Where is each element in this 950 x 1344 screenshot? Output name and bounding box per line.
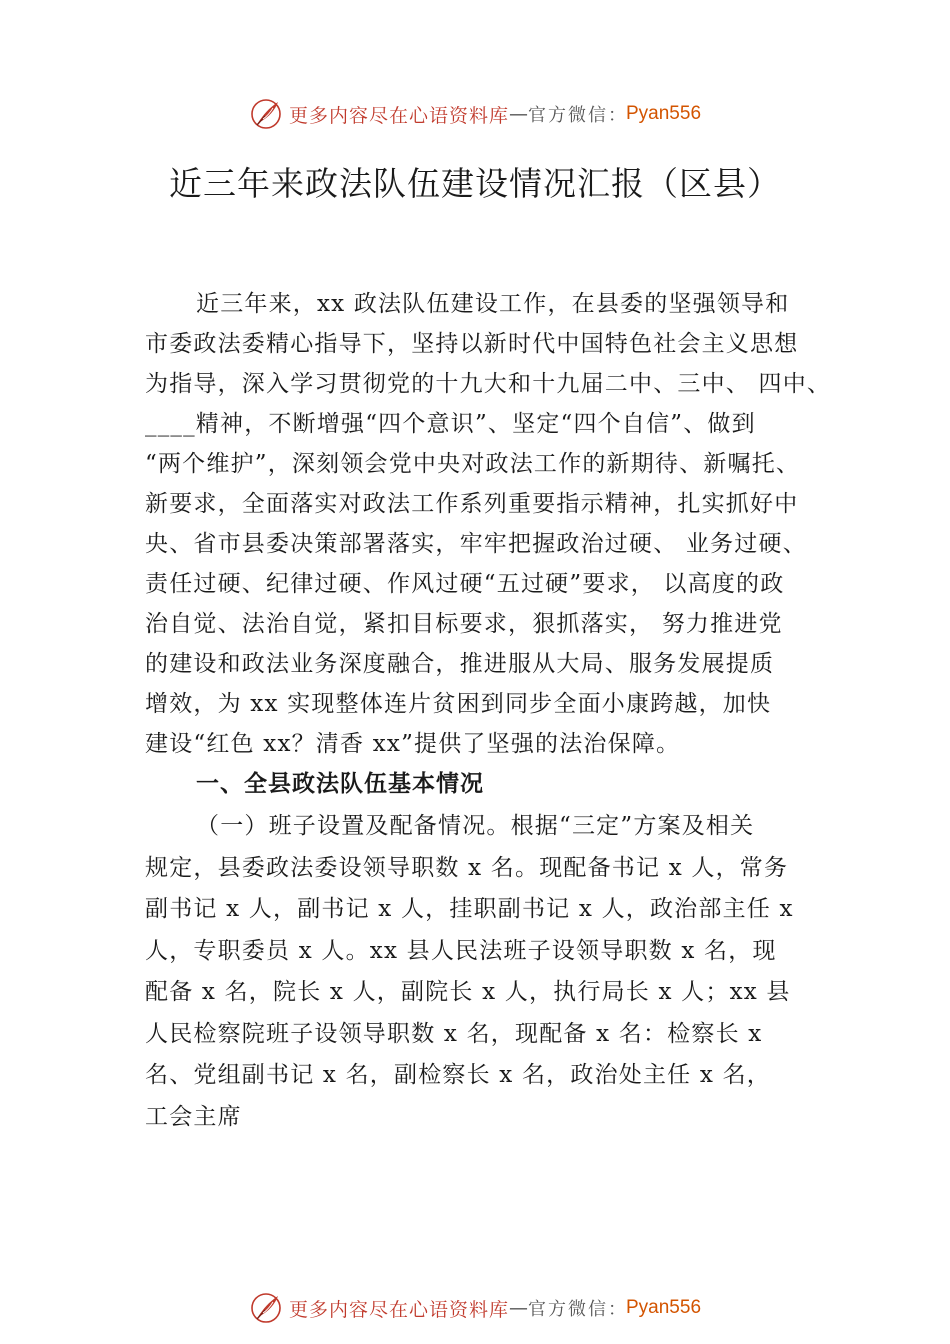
text-line: 人，专职委员 x 人。xx 县人民法班子设领导职数 x 名，现 — [145, 937, 777, 964]
text-line: 为指导，深入学习贯彻党的十九大和十九届二中、三中、 四中、 — [145, 371, 832, 397]
text-line: 的建设和政法业务深度融合，推进服从大局、服务发展提质 — [145, 651, 775, 677]
text-line: 新要求，全面落实对政法工作系列重要指示精神，扎实抓好中 — [145, 491, 799, 517]
banner-separator: — — [509, 103, 528, 125]
text-line: “两个维护”，深刻领会党中央对政法工作的新期待、新嘱托、 — [145, 451, 801, 477]
text-line: 责任过硬、纪律过硬、作风过硬“五过硬”要求， 以高度的政 — [145, 571, 785, 597]
footer-banner — [0, 1288, 950, 1328]
text-line: 工会主席 — [145, 1103, 242, 1130]
brand-text: 更多内容尽在心语资料库 — [288, 104, 509, 127]
text-line: 央、省市县委决策部署落实，牢牢把握政治过硬、 业务过硬、 — [145, 531, 807, 557]
section-heading: 一、全县政法队伍基本情况 — [196, 771, 484, 797]
banner-separator: — — [509, 1297, 528, 1319]
wechat-label: 官方微信 — [528, 105, 608, 126]
text-line: ____精神，不断增强“四个意识”、坚定“四个自信”、做到 — [145, 411, 756, 437]
wechat-id: Pyan556 — [626, 103, 702, 124]
wechat-id: Pyan556 — [626, 1297, 702, 1318]
text-line: 市委政法委精心指导下，坚持以新时代中国特色社会主义思想 — [145, 331, 799, 357]
text-line: 增效，为 xx 实现整体连片贫困到同步全面小康跨越，加快 — [145, 691, 772, 717]
document-title: 近三年来政法队伍建设情况汇报（区县） — [169, 164, 781, 203]
brand-text: 更多内容尽在心语资料库 — [288, 1298, 509, 1321]
text-line: 治自觉、法治自觉，紧扣目标要求，狠抓落实， 努力推进党 — [145, 611, 783, 637]
text-line: 近三年来，xx 政法队伍建设工作，在县委的坚强领导和 — [196, 291, 790, 317]
text-line: 人民检察院班子设领导职数 x 名，现配备 x 名：检察长 x — [145, 1020, 763, 1047]
text-line: 规定，县委政法委设领导职数 x 名。现配备书记 x 人，常务 — [145, 854, 789, 881]
text-line: 副书记 x 人，副书记 x 人，挂职副书记 x 人，政治部主任 x — [145, 896, 794, 922]
text-line: 配备 x 名，院长 x 人，副院长 x 人，执行局长 x 人；xx 县 — [145, 979, 791, 1005]
wechat-colon: ： — [608, 1299, 626, 1320]
paragraph-intro — [145, 284, 832, 764]
paragraph-team-setup — [145, 806, 820, 1138]
text-line: 名、党组副书记 x 名，副检察长 x 名，政治处主任 x 名， — [145, 1062, 771, 1088]
text-line: （一）班子设置及配备情况。根据“三定”方案及相关 — [196, 813, 755, 839]
text-line: 建设“红色 xx？清香 xx”提供了坚强的法治保障。 — [145, 731, 681, 757]
header-banner — [0, 94, 950, 134]
feather-pen-icon — [249, 97, 283, 131]
document-body — [145, 284, 832, 1138]
wechat-colon: ： — [608, 105, 626, 126]
wechat-label: 官方微信 — [528, 1299, 608, 1320]
feather-pen-icon — [249, 1291, 283, 1325]
